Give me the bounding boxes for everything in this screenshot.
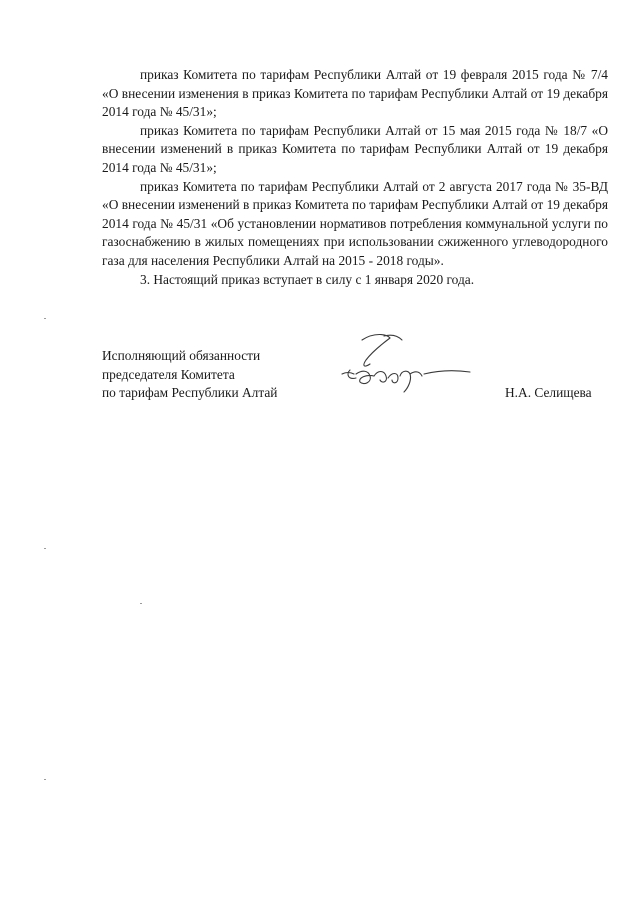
scan-speck [44,548,46,549]
signatory-title-line: по тарифам Республики Алтай [102,385,278,400]
effective-date-clause: 3. Настоящий приказ вступает в силу с 1 января 2020 года. [140,271,475,287]
signatory-title-line: председателя Комитета [102,366,235,382]
scan-speck [44,318,46,319]
scan-speck [140,603,142,604]
signatory-title-line: Исполняющий обязанности [102,348,261,363]
paragraph-order-18-7: приказ Комитета по тарифам Республики Алтай от 15 мая 2015 года № 18/7 «О внесении изменений в приказ Комитета по тарифам Республики Алтай от 19 декабря 2014 года № 45/31»; [102,122,608,175]
handwritten-signature [332,330,482,400]
document-body [102,66,608,289]
scan-speck [44,779,46,780]
paragraph-order-35-vd: приказ Комитета по тарифам Республики Алтай от 2 августа 2017 года № 35-ВД «О внесении изменений в приказ Комитета по тарифам Республики Алтай от 19 декабря 2014 года № 45/31 «Об установлении нормативов потребления коммунальной услуги по газоснабжению в жилых помещениях при использовании сжиженного углеводородного газа для населения Республики Алтай на 2015 - 2018 годы». [102,178,608,268]
signatory-title [102,347,277,403]
signatory-name: Н.А. Селищева [505,385,592,400]
paragraph-order-7-4: приказ Комитета по тарифам Республики Алтай от 19 февраля 2015 года № 7/4 «О внесении изменения в приказ Комитета по тарифам Республики Алтай от 19 декабря 2014 года № 45/31»; [102,67,608,120]
